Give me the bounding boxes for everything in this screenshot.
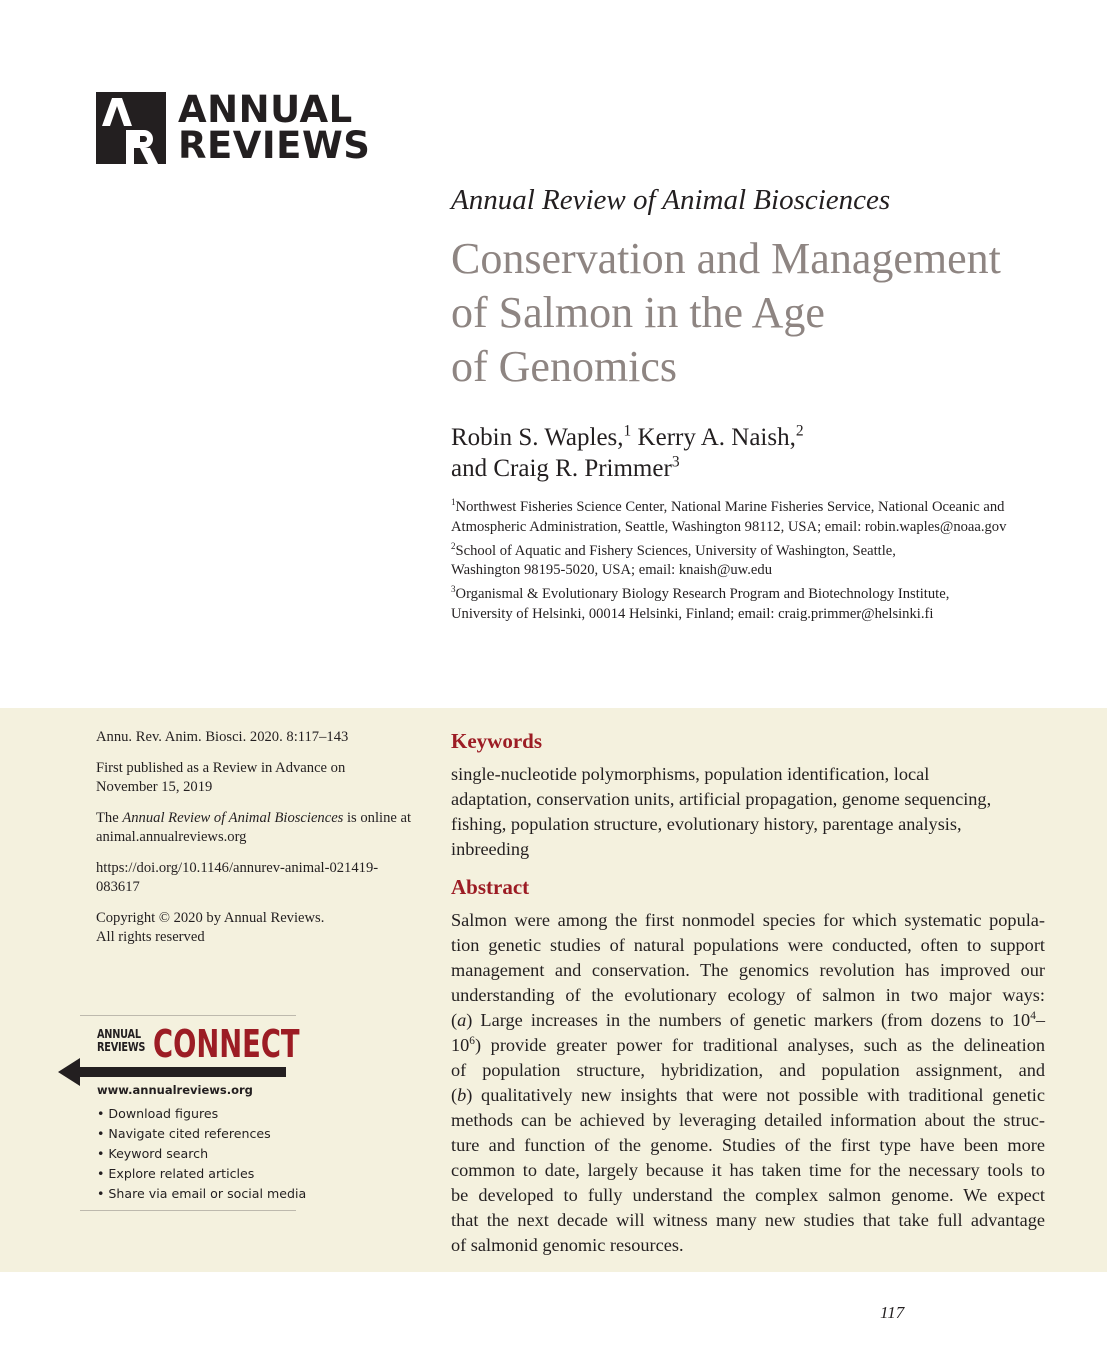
line8-text: ) qualitatively new insights that were not possible with traditional genetic [466, 1085, 1045, 1105]
abstract-heading: Abstract [451, 875, 530, 899]
connect-ar-label [97, 1028, 145, 1053]
annual-reviews-connect-box [80, 1015, 307, 1211]
published-line-1: First published as a Review in Advance on [96, 759, 346, 776]
title-line-3: of Genomics [451, 342, 678, 391]
item-a: a [457, 1010, 467, 1030]
feature-item: • Keyword search [97, 1146, 209, 1161]
abstract-line [451, 1083, 1045, 1108]
affiliation-1-sup: 1 [451, 497, 456, 508]
affiliation-3-line-1: Organismal & Evolutionary Biology Research Program and Biotechnology Institute, [455, 586, 950, 602]
abstract-line: understanding of the evolutionary ecology of salmon in two major ways: [451, 985, 1045, 1005]
copyright-line-1: Copyright © 2020 by Annual Reviews. [96, 909, 325, 926]
authors-line-1 [451, 422, 804, 453]
connect-ar-line-2: REVIEWS [97, 1038, 146, 1054]
author-waples: Robin S. Waples, [451, 424, 624, 451]
citation: Annu. Rev. Anim. Biosci. 2020. 8:117–143 [96, 729, 349, 745]
feature-item: • Download figures [97, 1106, 219, 1121]
keywords-text [451, 762, 1045, 862]
journal-url-link[interactable]: animal.annualreviews.org [96, 829, 247, 845]
title-line-1: Conservation and Management [451, 234, 1001, 283]
article-title [451, 232, 1071, 394]
author-naish: Kerry A. Naish, [631, 424, 796, 451]
affiliation-2 [451, 542, 1051, 581]
affiliation-2-line-2: Washington 98195-5020, USA; email: knaish@uw.edu [451, 562, 772, 578]
logo-line-2: REVIEWS [178, 124, 371, 167]
page-number: 117 [880, 1303, 905, 1322]
connect-feature-list [97, 1104, 306, 1204]
line6-text: ) provide greater power for traditional analyses, such as the delineation [474, 1035, 1045, 1055]
doi-link[interactable] [96, 859, 416, 898]
paren: ( [451, 1085, 458, 1105]
title-line-2: of Salmon in the Age [451, 288, 825, 337]
online-journal: Annual Review of Animal Biosciences [122, 809, 344, 826]
keywords-line: fishing, population structure, evolutionary history, parentage analysis, [451, 814, 962, 834]
logo-wordmark [178, 88, 371, 167]
doi-line-2: 083617 [96, 879, 140, 895]
exponent: 4 [1030, 1009, 1036, 1022]
abstract-line [451, 1033, 1045, 1058]
connect-url-link[interactable]: www.annualreviews.org [97, 1083, 253, 1097]
feature-item: • Explore related articles [97, 1166, 255, 1181]
affiliation-3-line-2: University of Helsinki, 00014 Helsinki, Finland; email: craig.primmer@helsinki.fi [451, 605, 934, 622]
affiliation-3 [451, 585, 1051, 624]
affiliation-1-line-2: Atmospheric Administration, Seattle, Washington 98112, USA; email: robin.waples@noaa.gov [451, 518, 1007, 535]
author-naish-sup: 2 [795, 422, 804, 440]
keywords-line: adaptation, conservation units, artificial propagation, genome sequencing, [451, 789, 992, 809]
affiliation-1 [451, 498, 1051, 537]
ar-monogram-icon [96, 92, 166, 164]
item-b: b [457, 1085, 467, 1105]
abstract-line: of population structure, hybridization, and population assignment, and [451, 1060, 1045, 1080]
abstract-line: of salmonid genomic resources. [451, 1235, 684, 1255]
online-post: is online at [343, 809, 412, 826]
authors-line-2 [451, 453, 804, 484]
author-list [451, 422, 804, 484]
abstract-line: ture and function of the genome. Studies of the first type have been more [451, 1135, 1045, 1155]
abstract-line: tion genetic studies of natural populations were conducted, often to support [451, 935, 1045, 955]
affiliations [451, 498, 1051, 629]
keywords-heading: Keywords [451, 729, 542, 753]
keywords-line: single-nucleotide polymorphisms, population identification, local [451, 764, 930, 784]
keywords-line: inbreeding [451, 839, 530, 859]
exponent: 6 [469, 1034, 475, 1047]
abstract-line [451, 1008, 1045, 1033]
journal-name: Annual Review of Animal Biosciences [451, 184, 891, 216]
abstract-line: be developed to fully understand the complex salmon genome. We expect [451, 1185, 1045, 1205]
published-line-2: November 15, 2019 [96, 779, 213, 795]
affiliation-2-sup: 2 [451, 540, 456, 551]
dash: – [1035, 1010, 1045, 1030]
feature-item: • Share via email or social media [97, 1186, 307, 1201]
logo-line-1: ANNUAL [178, 88, 353, 131]
doi-line-1: https://doi.org/10.1146/annurev-animal-021419- [96, 859, 379, 876]
author-waples-sup: 1 [623, 422, 632, 440]
author-primmer-sup: 3 [671, 453, 680, 471]
affiliation-3-sup: 3 [451, 584, 456, 595]
main-content [451, 726, 1045, 1258]
connect-ar-line-1: ANNUAL [97, 1026, 141, 1041]
abstract-line: management and conservation. The genomics revolution has improved our [451, 960, 1045, 980]
author-primmer: and Craig R. Primmer [451, 455, 672, 482]
paren: ( [451, 1010, 458, 1030]
affiliation-1-line-1: Northwest Fisheries Science Center, National Marine Fisheries Service, National Oceanic and [455, 499, 1005, 515]
feature-item: • Navigate cited references [97, 1126, 271, 1141]
annual-reviews-logo [96, 88, 371, 167]
affiliation-2-line-1: School of Aquatic and Fishery Sciences, University of Washington, Seattle, [455, 542, 896, 559]
abstract-line: Salmon were among the first nonmodel species for which systematic popula- [451, 910, 1045, 930]
abstract-line: that the next decade will witness many new studies that take full advantage [451, 1210, 1045, 1230]
online-pre: The [96, 809, 123, 826]
line5-text: ) Large increases in the numbers of genetic markers (from dozens to 10 [466, 1010, 1031, 1030]
connect-brand: CONNECT [153, 1022, 300, 1066]
article-info-sidebar [96, 728, 416, 959]
line6-base: 10 [451, 1035, 470, 1055]
abstract-line: methods can be achieved by leveraging detailed information about the struc- [451, 1110, 1045, 1130]
copyright-line-2: All rights reserved [96, 929, 205, 945]
abstract-text [451, 908, 1045, 1258]
abstract-line: common to date, largely because it has taken time for the necessary tools to [451, 1160, 1045, 1180]
